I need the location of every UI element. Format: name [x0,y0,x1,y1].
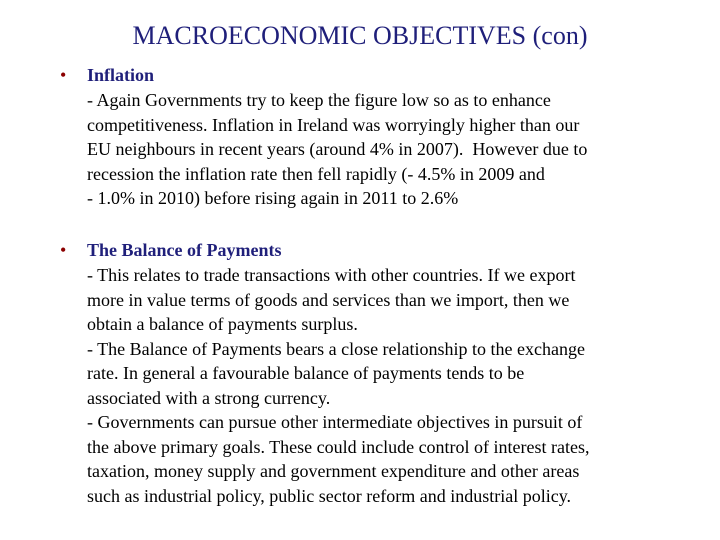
section-heading: Inflation [87,65,155,85]
paragraph: - The Balance of Payments bears a close relationship to the exchange rate. In general a favourable balance of payments tends to be associated with a strong currency. [87,338,585,408]
section-balance-of-payments [60,238,660,508]
paragraph: - Governments can pursue other intermediate objectives in pursuit of the above primary goals. These could include control of interest rates, taxation, money supply and government expenditure and other areas such as industrial policy, public sector reform and industrial policy. [87,412,590,506]
paragraph: - Again Governments try to keep the figure low so as to enhance competitiveness. Inflation in Ireland was worryingly higher than our EU neighbours in recent years (around 4% in 2007). However due to recession the inflation rate then fell rapidly (- 4.5% in 2009 and - 1.0% in 2010) before rising again in 2011 to 2.6% [87,90,588,208]
bullet-icon: • [60,65,67,85]
slide-title: MACROECONOMIC OBJECTIVES (con) [132,21,588,50]
section-inflation [60,63,660,211]
bullet-icon: • [60,240,67,260]
section-heading: The Balance of Payments [87,240,282,260]
bullet-row [60,238,660,262]
bullet-row [60,63,660,87]
paragraph: - This relates to trade transactions with other countries. If we export more in value terms of goods and services than we import, then we obtain a balance of payments surplus. [87,265,576,334]
